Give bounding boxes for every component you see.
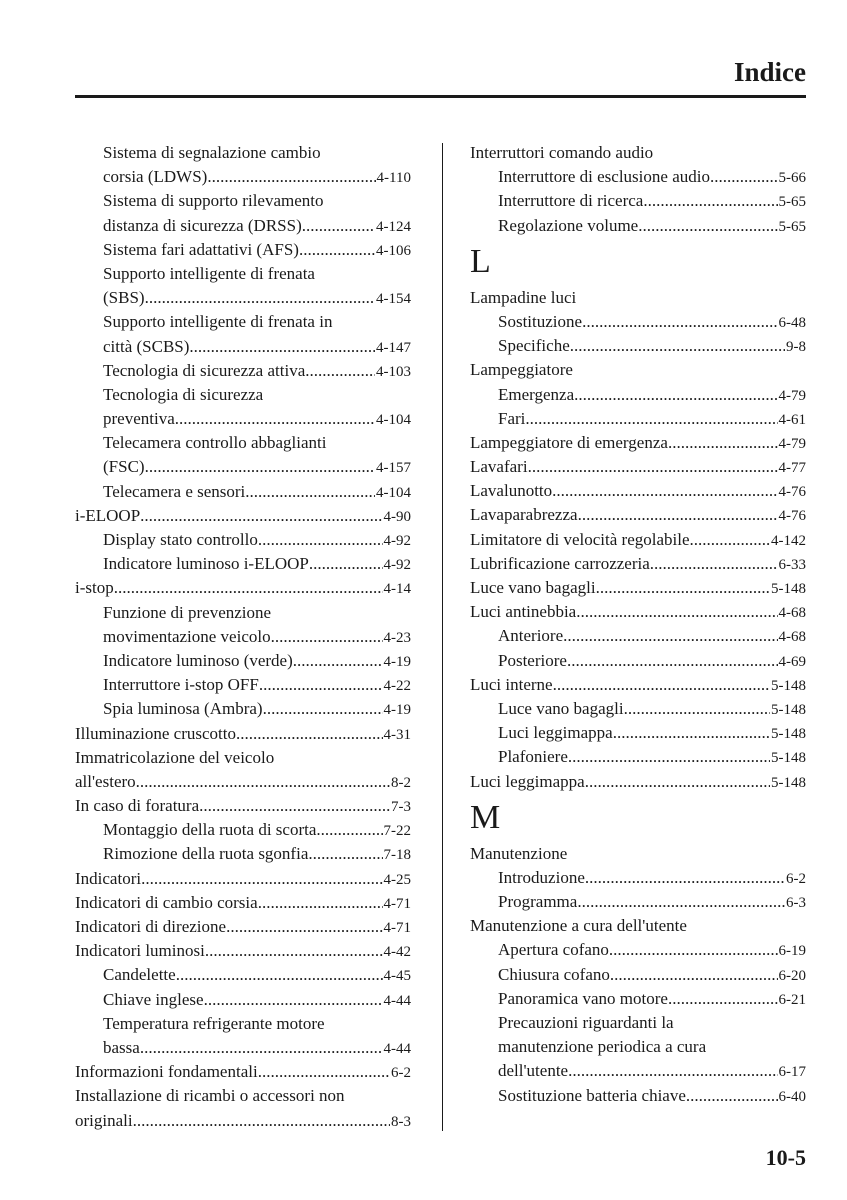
entry-text: i-stop xyxy=(75,578,114,598)
index-subentry xyxy=(470,721,806,745)
index-subentry xyxy=(470,1059,806,1083)
entry-page-ref: 5-66 xyxy=(778,170,806,187)
entry-page-ref: 4-110 xyxy=(376,170,411,187)
entry-text: Luce vano bagagli xyxy=(498,698,624,718)
dot-leader xyxy=(199,794,390,818)
index-entry xyxy=(75,1060,411,1084)
index-entry xyxy=(470,673,806,697)
index-subentry xyxy=(470,1084,806,1108)
entry-text: Chiusura cofano xyxy=(498,964,610,984)
dot-leader xyxy=(668,987,778,1011)
entry-text: Supporto intelligente di frenata in xyxy=(103,312,333,332)
dot-leader xyxy=(613,721,770,745)
index-subentry xyxy=(470,745,806,769)
dot-leader xyxy=(609,938,778,962)
dot-leader xyxy=(610,963,778,987)
index-subentry xyxy=(470,1035,806,1059)
index-subentry xyxy=(470,890,806,914)
entry-page-ref: 4-76 xyxy=(778,508,806,525)
section-letter: L xyxy=(470,242,491,280)
index-entry xyxy=(75,891,411,915)
entry-page-ref: 4-22 xyxy=(383,678,411,695)
entry-text: bassa xyxy=(103,1037,140,1057)
entry-text: Spia luminosa (Ambra) xyxy=(103,699,263,719)
index-entry xyxy=(75,746,411,770)
entry-text: Display stato controllo xyxy=(103,530,258,549)
index-subentry xyxy=(470,624,806,648)
entry-text: Luce vano bagagli xyxy=(470,578,596,597)
dot-leader xyxy=(293,649,383,673)
entry-text: Luci leggimappa xyxy=(498,723,613,743)
index-subentry xyxy=(470,334,806,358)
entry-text: Candelette xyxy=(103,965,176,985)
entry-text: Telecamera e sensori xyxy=(103,481,246,501)
entry-page-ref: 4-142 xyxy=(771,532,806,549)
dot-leader xyxy=(308,842,382,866)
entry-text: Tecnologia di sicurezza xyxy=(103,384,264,404)
dot-leader xyxy=(141,867,382,891)
dot-leader xyxy=(114,576,383,600)
entry-page-ref: 5-148 xyxy=(771,677,806,694)
entry-text: dell'utente xyxy=(498,1061,569,1081)
entry-text: all'estero xyxy=(75,771,136,791)
index-subentry xyxy=(470,407,806,431)
entry-text: Lavafari xyxy=(470,457,528,477)
index-subentry xyxy=(75,262,411,286)
entry-page-ref: 4-92 xyxy=(383,557,411,574)
entry-page-ref: 4-69 xyxy=(778,653,806,670)
dot-leader xyxy=(552,479,777,503)
dot-leader xyxy=(258,528,383,552)
index-entry xyxy=(75,504,411,528)
index-subentry xyxy=(75,963,411,987)
index-subentry xyxy=(470,938,806,962)
entry-text: preventiva xyxy=(103,409,175,429)
dot-leader xyxy=(245,480,375,504)
index-entry xyxy=(470,141,806,165)
entry-page-ref: 4-76 xyxy=(778,484,806,501)
dot-leader xyxy=(525,407,777,431)
dot-leader xyxy=(207,165,375,189)
index-subentry xyxy=(75,697,411,721)
entry-page-ref: 4-44 xyxy=(383,992,411,1009)
index-subentry xyxy=(470,310,806,334)
page-title: Indice xyxy=(733,57,806,87)
dot-leader xyxy=(578,503,778,527)
index-entry xyxy=(470,455,806,479)
dot-leader xyxy=(582,310,777,334)
entry-page-ref: 5-148 xyxy=(771,581,806,597)
entry-text: Indicatori xyxy=(75,868,142,888)
entry-text: corsia (LDWS) xyxy=(103,167,208,187)
entry-page-ref: 6-19 xyxy=(778,943,806,960)
dot-leader xyxy=(302,214,375,238)
entry-text: Indicatore luminoso (verde) xyxy=(103,650,293,670)
entry-page-ref: 4-42 xyxy=(383,944,411,961)
index-subentry xyxy=(75,649,411,673)
index-column-left xyxy=(75,141,411,1133)
dot-leader xyxy=(567,649,778,673)
index-subentry xyxy=(75,310,411,334)
index-subentry xyxy=(470,866,806,890)
entry-page-ref: 6-40 xyxy=(778,1088,806,1105)
entry-page-ref: 5-148 xyxy=(771,774,806,791)
entry-page-ref: 6-21 xyxy=(778,991,806,1008)
index-subentry xyxy=(470,987,806,1011)
index-subentry xyxy=(470,697,806,721)
entry-page-ref: 4-154 xyxy=(376,291,411,308)
index-subentry xyxy=(75,988,411,1012)
index-entry xyxy=(470,358,806,382)
entry-text: Panoramica vano motore xyxy=(498,988,668,1008)
entry-page-ref: 6-33 xyxy=(778,556,806,573)
entry-page-ref: 4-124 xyxy=(376,218,411,235)
index-subentry xyxy=(75,842,411,866)
index-entry xyxy=(75,915,411,939)
entry-page-ref: 4-77 xyxy=(778,460,806,477)
index-subentry xyxy=(470,165,806,189)
entry-page-ref: 6-20 xyxy=(778,967,806,984)
index-subentry xyxy=(470,1011,806,1035)
dot-leader xyxy=(309,552,383,576)
index-subentry xyxy=(75,407,411,431)
index-subentry xyxy=(470,383,806,407)
dot-leader xyxy=(226,915,382,939)
entry-text: Temperatura refrigerante motore xyxy=(103,1013,325,1033)
entry-text: Tecnologia di sicurezza attiva xyxy=(103,360,306,380)
index-entry xyxy=(75,1109,411,1133)
dot-leader xyxy=(140,504,382,528)
entry-page-ref: 5-65 xyxy=(778,194,806,211)
index-subentry xyxy=(75,359,411,383)
entry-text: Sostituzione xyxy=(498,311,583,331)
entry-text: Programma xyxy=(498,892,578,912)
entry-page-ref: 4-23 xyxy=(383,629,411,646)
index-subentry xyxy=(75,552,411,576)
entry-page-ref: 4-104 xyxy=(376,412,411,429)
index-subentry xyxy=(75,625,411,649)
entry-text: originali xyxy=(75,1110,133,1130)
entry-page-ref: 4-45 xyxy=(383,968,411,985)
entry-text: Emergenza xyxy=(498,384,575,404)
index-subentry xyxy=(75,383,411,407)
entry-page-ref: 8-2 xyxy=(391,774,411,791)
entry-page-ref: 4-92 xyxy=(383,533,411,549)
dot-leader xyxy=(638,214,777,238)
section-letter: M xyxy=(470,798,501,836)
index-subentry xyxy=(75,1012,411,1036)
index-subentry xyxy=(75,818,411,842)
entry-text: (FSC) xyxy=(103,457,145,477)
entry-text: manutenzione periodica a cura xyxy=(498,1037,707,1057)
entry-text: Lampeggiatore di emergenza xyxy=(470,432,668,452)
entry-text: Lampadine luci xyxy=(470,287,577,307)
dot-leader xyxy=(145,455,375,479)
index-entry xyxy=(75,576,411,600)
index-entry xyxy=(75,867,411,891)
index-entry xyxy=(470,576,806,600)
dot-leader xyxy=(650,552,778,576)
entry-page-ref: 4-157 xyxy=(376,460,411,477)
entry-text: (SBS) xyxy=(103,288,145,308)
entry-text: Plafoniere xyxy=(498,747,568,767)
entry-text: Indicatori di cambio corsia xyxy=(75,892,258,912)
entry-text: Luci leggimappa xyxy=(470,771,585,791)
index-entry xyxy=(75,794,411,818)
index-subentry xyxy=(75,1036,411,1060)
entry-text: Apertura cofano xyxy=(498,940,609,960)
dot-leader xyxy=(271,625,383,649)
index-entry xyxy=(75,939,411,963)
dot-leader xyxy=(624,697,770,721)
dot-leader xyxy=(686,1084,778,1108)
entry-page-ref: 4-68 xyxy=(778,605,806,622)
entry-text: Precauzioni riguardanti la xyxy=(498,1013,674,1032)
entry-text: Anteriore xyxy=(498,626,564,646)
entry-page-ref: 4-61 xyxy=(778,411,806,428)
entry-text: Interruttore i-stop OFF xyxy=(103,675,259,695)
entry-page-ref: 7-22 xyxy=(383,823,411,840)
index-entry xyxy=(75,770,411,794)
dot-leader xyxy=(710,165,778,189)
entry-page-ref: 4-19 xyxy=(383,653,411,670)
entry-text: Lubrificazione carrozzeria xyxy=(470,553,650,573)
dot-leader xyxy=(568,1059,777,1083)
entry-text: Luci antinebbia xyxy=(470,602,577,622)
entry-page-ref: 4-25 xyxy=(383,871,411,888)
index-entry xyxy=(470,431,806,455)
entry-page-ref: 5-148 xyxy=(771,750,806,767)
index-subentry xyxy=(75,455,411,479)
entry-page-ref: 4-31 xyxy=(383,726,411,743)
entry-text: movimentazione veicolo xyxy=(103,626,271,646)
entry-text: Sostituzione batteria chiave xyxy=(498,1085,686,1105)
index-entry xyxy=(470,842,806,866)
entry-text: Lavaparabrezza xyxy=(470,505,578,525)
entry-text: Rimozione della ruota sgonfia xyxy=(103,844,309,864)
index-entry xyxy=(470,528,806,552)
index-subentry xyxy=(75,431,411,455)
header-rule xyxy=(75,95,806,98)
entry-text: Indicatori luminosi xyxy=(75,941,205,961)
entry-text: Supporto intelligente di frenata xyxy=(103,263,315,283)
index-subentry xyxy=(470,963,806,987)
entry-text: Montaggio della ruota di scorta xyxy=(103,820,317,840)
dot-leader xyxy=(690,528,771,552)
index-subentry xyxy=(75,673,411,697)
entry-text: Introduzione xyxy=(498,867,585,887)
entry-page-ref: 8-3 xyxy=(391,1113,411,1130)
index-subentry xyxy=(75,335,411,359)
entry-text: Indicatori di direzione xyxy=(75,917,227,936)
dot-leader xyxy=(175,407,375,431)
entry-text: Installazione di ricambi o accessori non xyxy=(75,1086,345,1106)
entry-text: In caso di foratura xyxy=(75,796,200,816)
entry-text: i-ELOOP xyxy=(75,505,141,525)
dot-leader xyxy=(316,818,382,842)
entry-page-ref: 4-79 xyxy=(778,387,806,404)
dot-leader xyxy=(140,1036,383,1060)
index-column-right xyxy=(470,141,806,1108)
index-subentry xyxy=(75,141,411,165)
index-subentry xyxy=(470,649,806,673)
entry-page-ref: 4-90 xyxy=(383,508,411,525)
entry-page-ref: 4-19 xyxy=(383,702,411,719)
dot-leader xyxy=(585,866,785,890)
index-entry xyxy=(470,286,806,310)
entry-text: Fari xyxy=(498,408,526,428)
dot-leader xyxy=(299,238,375,262)
dot-leader xyxy=(585,770,770,794)
index-entry xyxy=(75,722,411,746)
entry-page-ref: 4-68 xyxy=(778,629,806,646)
entry-page-ref: 6-3 xyxy=(786,895,806,912)
entry-page-ref: 6-2 xyxy=(786,870,806,887)
dot-leader xyxy=(576,600,777,624)
entry-page-ref: 5-148 xyxy=(771,701,806,718)
entry-page-ref: 4-103 xyxy=(376,363,411,380)
entry-page-ref: 4-71 xyxy=(383,920,411,936)
dot-leader xyxy=(205,939,383,963)
entry-text: Interruttori comando audio xyxy=(470,143,654,162)
entry-page-ref: 7-3 xyxy=(391,799,411,816)
entry-text: Sistema di supporto rilevamento xyxy=(103,191,324,211)
dot-leader xyxy=(596,576,770,600)
entry-page-ref: 6-48 xyxy=(778,314,806,331)
entry-page-ref: 4-14 xyxy=(383,581,411,598)
dot-leader xyxy=(176,963,383,987)
dot-leader xyxy=(305,359,375,383)
dot-leader xyxy=(133,1109,390,1133)
entry-text: Interruttore di esclusione audio xyxy=(498,167,710,187)
dot-leader xyxy=(259,673,383,697)
dot-leader xyxy=(668,431,778,455)
dot-leader xyxy=(236,722,383,746)
entry-page-ref: 9-8 xyxy=(786,339,806,356)
entry-text: Telecamera controllo abbaglianti xyxy=(103,433,327,453)
entry-text: Chiave inglese xyxy=(103,989,204,1009)
index-subentry xyxy=(75,601,411,625)
dot-leader xyxy=(553,673,770,697)
page-number: 10-5 xyxy=(765,1145,806,1170)
index-entry xyxy=(470,552,806,576)
dot-leader xyxy=(145,286,375,310)
entry-text: Illuminazione cruscotto xyxy=(75,723,236,743)
entry-text: Posteriore xyxy=(498,650,567,670)
index-entry xyxy=(470,479,806,503)
dot-leader xyxy=(136,770,390,794)
index-subentry xyxy=(470,214,806,238)
index-subentry xyxy=(75,238,411,262)
dot-leader xyxy=(570,334,785,358)
index-subentry xyxy=(470,189,806,213)
dot-leader xyxy=(577,890,785,914)
index-subentry xyxy=(75,189,411,213)
index-entry xyxy=(470,503,806,527)
entry-page-ref: 4-147 xyxy=(376,339,411,356)
entry-page-ref: 7-18 xyxy=(383,847,411,864)
entry-text: Limitatore di velocità regolabile xyxy=(470,529,690,549)
dot-leader xyxy=(204,988,383,1012)
entry-text: Regolazione volume xyxy=(498,215,639,235)
entry-text: Luci interne xyxy=(470,674,553,694)
entry-page-ref: 5-148 xyxy=(771,726,806,743)
index-subentry xyxy=(75,528,411,552)
entry-text: Indicatore luminoso i-ELOOP xyxy=(103,554,309,574)
index-entry xyxy=(75,1084,411,1108)
entry-text: Sistema fari adattativi (AFS) xyxy=(103,239,299,259)
index-entry xyxy=(470,914,806,938)
entry-text: Immatricolazione del veicolo xyxy=(75,747,275,767)
entry-text: Funzione di prevenzione xyxy=(103,602,272,622)
entry-page-ref: 6-17 xyxy=(778,1064,806,1081)
index-subentry xyxy=(75,286,411,310)
dot-leader xyxy=(258,1060,390,1084)
dot-leader xyxy=(258,891,383,915)
index-subentry xyxy=(75,480,411,504)
entry-text: Specifiche xyxy=(498,336,570,356)
entry-text: Lampeggiatore xyxy=(470,360,573,380)
entry-text: Interruttore di ricerca xyxy=(498,191,644,211)
entry-page-ref: 5-65 xyxy=(778,218,806,235)
dot-leader xyxy=(563,624,777,648)
dot-leader xyxy=(189,335,375,359)
index-entry xyxy=(470,600,806,624)
entry-text: Manutenzione xyxy=(470,843,568,863)
entry-text: Informazioni fondamentali xyxy=(75,1062,258,1082)
index-subentry xyxy=(75,165,411,189)
column-divider xyxy=(442,143,443,1131)
entry-page-ref: 6-2 xyxy=(391,1065,411,1082)
dot-leader xyxy=(643,189,777,213)
entry-page-ref: 4-106 xyxy=(376,242,411,259)
entry-text: Lavalunotto xyxy=(470,481,553,501)
entry-page-ref: 4-79 xyxy=(778,435,806,452)
entry-text: Sistema di segnalazione cambio xyxy=(103,143,321,162)
entry-page-ref: 4-104 xyxy=(376,484,411,501)
entry-text: città (SCBS) xyxy=(103,336,190,356)
entry-page-ref: 4-44 xyxy=(383,1040,411,1057)
dot-leader xyxy=(574,383,777,407)
entry-text: Manutenzione a cura dell'utente xyxy=(470,916,687,936)
dot-leader xyxy=(568,745,770,769)
entry-text: distanza di sicurezza (DRSS) xyxy=(103,215,302,235)
dot-leader xyxy=(263,697,383,721)
dot-leader xyxy=(528,455,778,479)
index-subentry xyxy=(75,214,411,238)
entry-page-ref: 4-71 xyxy=(383,895,411,912)
index-entry xyxy=(470,770,806,794)
